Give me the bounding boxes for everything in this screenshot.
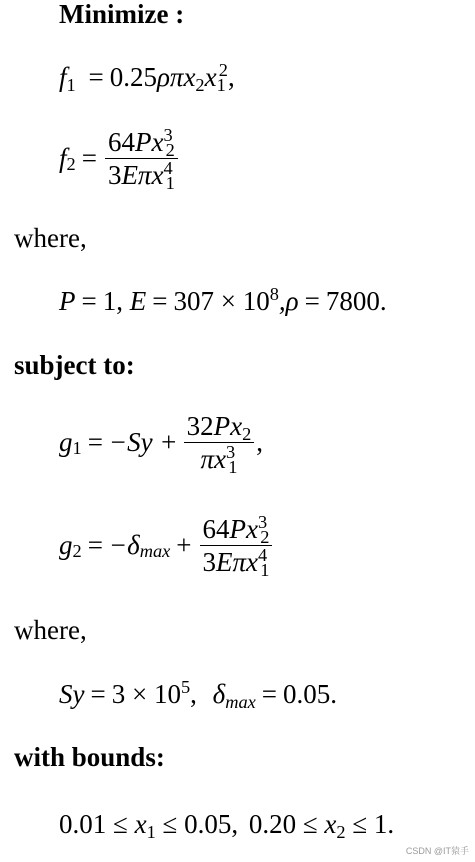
where-label-1: where, bbox=[14, 223, 87, 253]
g2-fraction bbox=[200, 511, 273, 581]
f1-rho: ρπ bbox=[156, 62, 184, 92]
f2-lhs: f bbox=[59, 143, 67, 174]
parameters-line-1: P = 1, $E = 307 \times 10^8,\rho = 7800$. bbox=[59, 283, 387, 316]
g1-numerator: $32Px_2$ bbox=[184, 412, 255, 443]
f1-x1: x bbox=[204, 62, 217, 92]
equation-g2: g $_2$ = −δ $_{max}$ + $\frac{64Px^3_2}{3E\pi x^4_1}$ bbox=[59, 515, 274, 577]
heading-minimize: Minimize : bbox=[59, 0, 185, 29]
f1-tail: , bbox=[227, 62, 235, 92]
equation-f1: $f_1 = 0.25\rho\pi x_2x_1^2$, bbox=[59, 59, 235, 96]
f1-coef: 0.25 bbox=[109, 62, 157, 92]
heading-bounds: with bounds: bbox=[14, 742, 165, 772]
f1-x1-sup: 2 bbox=[218, 59, 228, 80]
bound-x1: x bbox=[134, 809, 147, 839]
parameters-line-2: $Sy = 3 \times 10^5$, $\delta_{max} = 0.05$. bbox=[59, 676, 338, 713]
param-p: P bbox=[59, 286, 76, 316]
f1-x1-sub: 1 bbox=[216, 75, 226, 96]
watermark: CSDN @IT猿手 bbox=[405, 846, 469, 856]
param-e: E bbox=[129, 286, 147, 316]
f1-x2: x bbox=[183, 62, 196, 92]
bound-x2: x bbox=[324, 809, 337, 839]
param-delta-max: δ bbox=[212, 679, 226, 709]
equation-g1: g $_1$ = −Sy + $\frac{32Px_2}{\pi x^3_1}$ , bbox=[59, 411, 264, 478]
f1-lhs-sub: 1 bbox=[66, 75, 76, 96]
g1-lhs: g bbox=[59, 427, 73, 458]
g2-denominator: 3Eπx$^4_1$ bbox=[202, 545, 270, 581]
g1-denominator: $\pi x^3_1$ bbox=[200, 442, 238, 478]
param-sy: Sy bbox=[59, 679, 85, 709]
f2-numerator: $64Px^3_2$ bbox=[105, 128, 178, 159]
g1-sy: −Sy + bbox=[108, 427, 178, 458]
f2-fraction bbox=[105, 124, 178, 194]
param-rho: ,ρ bbox=[278, 286, 299, 316]
where-label-2: where, bbox=[14, 615, 87, 645]
g2-numerator: $64Px^3_2$ bbox=[200, 515, 273, 546]
equation-f2: f $_2$ = $\frac{64Px^3_2}{3E\pi x^4_1}$ bbox=[59, 128, 180, 190]
g1-fraction bbox=[184, 411, 255, 478]
g2-lhs: g bbox=[59, 530, 73, 561]
heading-subject-to: subject to: bbox=[14, 350, 135, 380]
bounds-line: $0.01 \le x_1 \le 0.05$, $0.20 \le x_2 \le 1$. bbox=[59, 809, 395, 843]
f1-x2-sub: 2 bbox=[195, 75, 205, 96]
f2-denominator: 3Eπx$^4_1$ bbox=[107, 158, 175, 194]
f1-lhs: f bbox=[59, 62, 67, 92]
